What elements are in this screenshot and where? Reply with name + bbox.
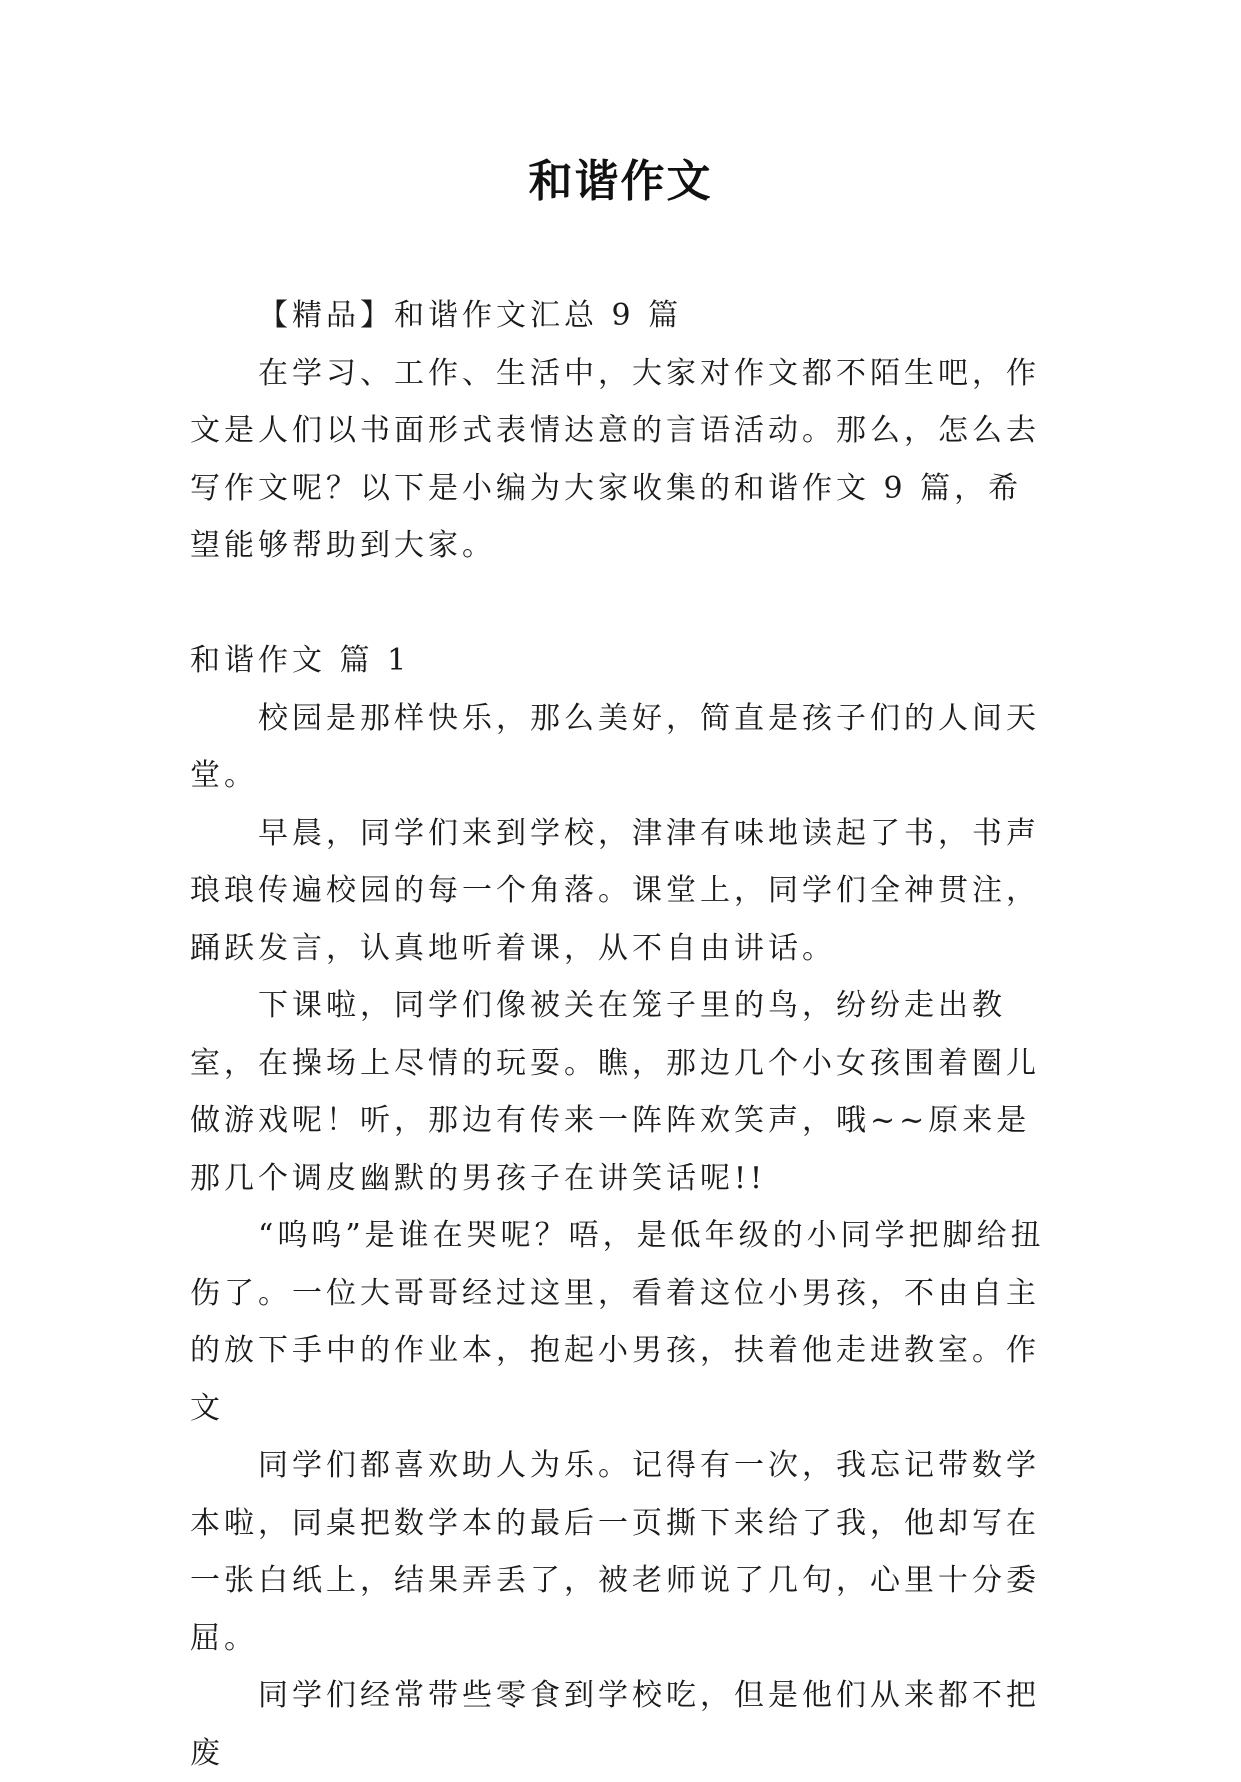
section-gap xyxy=(190,575,1050,633)
body-paragraph: 同学们都喜欢助人为乐。记得有一次，我忘记带数学本啦，同桌把数学本的最后一页撕下来给了我，他却写在一张白纸上，结果弄丢了，被老师说了几句，心里十分委屈。 xyxy=(190,1448,1040,1656)
intro-paragraph: 在学习、工作、生活中，大家对作文都不陌生吧，作文是人们以书面形式表情达意的言语活动。那么，怎么去写作文呢？以下是小编为大家收集的和谐作文 9 篇，希望能够帮助到大家。 xyxy=(190,355,1040,563)
body-paragraph: 早晨，同学们来到学校，津津有味地读起了书，书声琅琅传遍校园的每一个角落。课堂上，同学们全神贯注，踊跃发言，认真地听着课，从不自由讲话。 xyxy=(190,815,1040,966)
body-paragraph: 下课啦，同学们像被关在笼子里的鸟，纷纷走出教室，在操场上尽情的玩耍。瞧，那边几个小女孩围着圈儿做游戏呢！听，那边有传来一阵阵欢笑声，哦~~原来是那几个调皮幽默的男孩子在讲笑话呢!! xyxy=(190,988,1040,1196)
body-paragraph: 同学们经常带些零食到学校吃，但是他们从来都不把废 xyxy=(190,1678,1040,1771)
document-title: 和谐作文 xyxy=(528,156,713,207)
body-paragraph: 校园是那样快乐，那么美好，简直是孩子们的人间天堂。 xyxy=(190,700,1040,793)
document-body xyxy=(190,287,1050,1782)
subtitle-line: 【精品】和谐作文汇总 9 篇 xyxy=(258,298,683,333)
section-heading: 和谐作文 篇 1 xyxy=(190,643,411,678)
body-paragraph: “呜呜”是谁在哭呢？唔，是低年级的小同学把脚给扭伤了。一位大哥哥经过这里，看着这位小男孩，不由自主的放下手中的作业本，抱起小男孩，扶着他走进教室。作文 xyxy=(190,1218,1045,1426)
